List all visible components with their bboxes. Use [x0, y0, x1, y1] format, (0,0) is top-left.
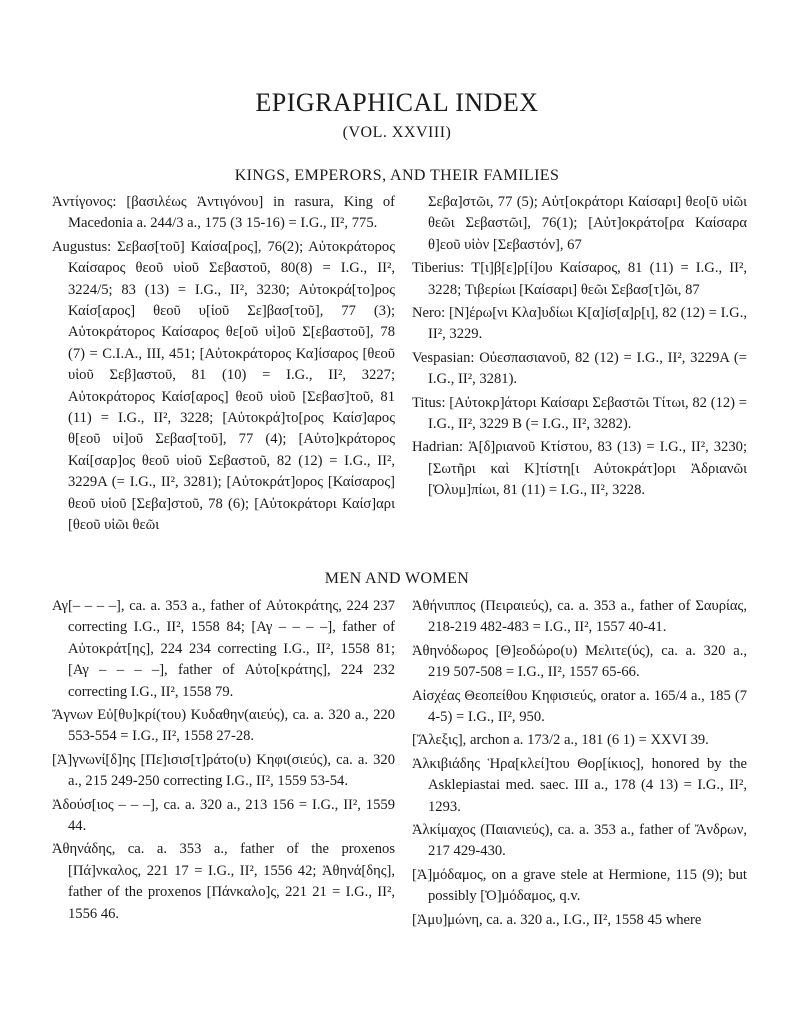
page-title: EPIGRAPHICAL INDEX — [255, 88, 539, 117]
index-entry: [Ἀμυ]μώνη, ca. a. 320 a., I.G., II², 1558 45 where — [412, 911, 702, 928]
index-entry: Augustus: Σεβασ[τοῦ] Καίσα[ρος], 76(2); Αὐτοκράτορος Καίσαρος θεοῦ υἱοῦ Σεβαστοῦ, 80(8) = I.G., II², 3224/5; 83 (13) = I.G., II², 3230; Αὐτοκρά[το]ρος Καίσ[αρος] θεοῦ υ[ἱοῦ Σε]βασ[τοῦ], 77 (3); Αὐτοκράτορος Καίσαρος θε[οῦ υἱ]οῦ Σ[εβαστοῦ], 78 (7) = C.I.A., III, 451; [Αὐτοκράτορος Κα]ίσαρος [θεοῦ υἱοῦ Σεβ]αστοῦ, 81 (10) = I.G., II², 3227; Αὐτοκράτορος Καίσ[αρος] θεοῦ υἱοῦ [Σεβασ]τοῦ, 81 (11) = I.G., II², 3228; [Αὐτοκρά]το[ρος Καίσ]αρος θ[εοῦ υἱ]οῦ Σεβασ[τοῦ], 77 (4); [Αὐτο]κράτορος Καί[σαρ]ος θεοῦ υἱοῦ Σεβαστοῦ, 82 (12) = I.G., II², 3229A (= I.G., II², 3281); [Αὐτοκράτ]ορος [Καίσαρος] θεοῦ υἱοῦ [Σεβα]στοῦ, 78 (6); [Αὐτοκράτορι Καίσ]αρι [θεοῦ υἱῶι θεῶι — [52, 238, 395, 534]
index-entry: Hadrian: Ἁ[δ]ριανοῦ Κτίστου, 83 (13) = I.G., II², 3230; [Σωτῆρι καὶ Κ]τίστη[ι Αὐτοκράτ]ορι Ἁδριανῶι [Ὀλυμ]πίωι, 81 (11) = I.G., II², 3228. — [412, 439, 747, 499]
index-entry: Vespasian: Οὐεσπασιανοῦ, 82 (12) = I.G., II², 3229A (= I.G., II², 3281). — [412, 349, 747, 388]
index-entry: [Ἀ]μόδαμος, on a grave stele at Hermione, 115 (9); but possibly [Ὀ]μόδαμος, q.v. — [412, 866, 747, 905]
index-entry: Ἀντίγονος: [βασιλέως Ἀντιγόνου] in rasura, King of Macedonia a. 244/3 a., 175 (3 15-16) = I.G., II², 775. — [52, 194, 395, 232]
index-entry: Tiberius: Τ[ι]β[ε]ρ[ί]ου Καίσαρος, 81 (11) = I.G., II², 3228; Τιβερίωι [Καίσαρι] θεῶι Σεβασ[τ]ῶι, 87 — [412, 260, 747, 298]
kings-right-column — [412, 192, 747, 504]
index-entry: Nero: [Ν]έρω[νι Κλα]υδίωι Κ[α]ίσ[α]ρ[ι], 82 (12) = I.G., II², 3229. — [412, 305, 747, 343]
index-entry: Αἰσχέας Θεοπείθου Κηφισιεύς, orator a. 165/4 a., 185 (7 4-5) = I.G., II², 950. — [412, 687, 747, 726]
index-entry: Ἀθηνάδης, ca. a. 353 a., father of the proxenos [Πά]νκαλος, 221 17 = I.G., II², 1556 42; Ἀθηνά[δης], father of the proxenos [Πάνκαλο]ς, 221 21 = I.G., II², 1556 46. — [52, 841, 395, 922]
section-heading-kings: KINGS, EMPERORS, AND THEIR FAMILIES — [234, 167, 560, 184]
index-entry: Ἀδούσ[ιος – – –], ca. a. 320 a., 213 156 = I.G., II², 1559 44. — [52, 796, 395, 835]
index-entry: [Ἀ]γνωνί[δ]ης [Πε]ισισ[τ]ράτο(υ) Κηφι(σιεύς), ca. a. 320 a., 215 249-250 correcting I.G., II², 1559 53-54. — [52, 751, 395, 790]
index-entry: Ἀθηνόδωρος [Θ]εοδώρο(υ) Μελιτε(ύς), ca. a. 320 a., 219 507-508 = I.G., II², 1557 65-66. — [412, 642, 747, 681]
index-entry: Ἀθήνιππος (Πειραιεύς), ca. a. 353 a., father of Σαυρίας, 218-219 482-483 = I.G., II², 1557 40-41. — [412, 598, 747, 636]
index-entry: [Ἄλεξις], archon a. 173/2 a., 181 (6 1) = XXVI 39. — [412, 732, 709, 749]
volume-label: (VOL. XXVIII) — [342, 124, 452, 141]
men-women-left-column — [52, 596, 395, 927]
index-entry: Αγ[– – – –], ca. a. 353 a., father of Αὐτοκράτης, 224 237 correcting I.G., II², 1558 84; [Αγ – – – –], father of Αὐτοκράτ[ης], 224 234 correcting I.G., II², 1558 81; [Αγ – – – –], father of Αὐτο[κράτης], 224 232 correcting I.G., II², 1558 79. — [52, 598, 395, 700]
index-entry-continued: Σεβα]στῶι, 77 (5); Αὐτ[οκράτορι Καίσαρι] θεο[ῦ υἱῶι θεῶι Σεβαστῶι], 76(1); [Αὐτ]οκράτο[ρα Καίσαρα θ]εοῦ υἱὸν [Σεβαστόν], 67 — [428, 194, 747, 253]
index-entry: Titus: [Αὐτοκρ]άτορι Καίσαρι Σεβαστῶι Τίτωι, 82 (12) = I.G., II², 3229 B (= I.G., II², 3282). — [412, 394, 747, 433]
index-entry: Ἀλκιβιάδης Ἡρα[κλεί]του Θορ[ίκιος], honored by the Asklepiastai med. saec. III a., 178 (4 13) = I.G., II², 1293. — [412, 755, 747, 815]
kings-left-column — [52, 192, 395, 539]
index-entry: Ἀλκίμαχος (Παιανιεύς), ca. a. 353 a., father of Ἄνδρων, 217 429-430. — [412, 822, 747, 860]
section-heading-men-women: MEN AND WOMEN — [324, 570, 470, 587]
index-entry: Ἄγνων Εὐ[θυ]κρί(του) Κυδαθην(αιεύς), ca. a. 320 a., 220 553-554 = I.G., II², 1558 27-28. — [52, 707, 395, 745]
men-women-right-column — [412, 596, 747, 933]
